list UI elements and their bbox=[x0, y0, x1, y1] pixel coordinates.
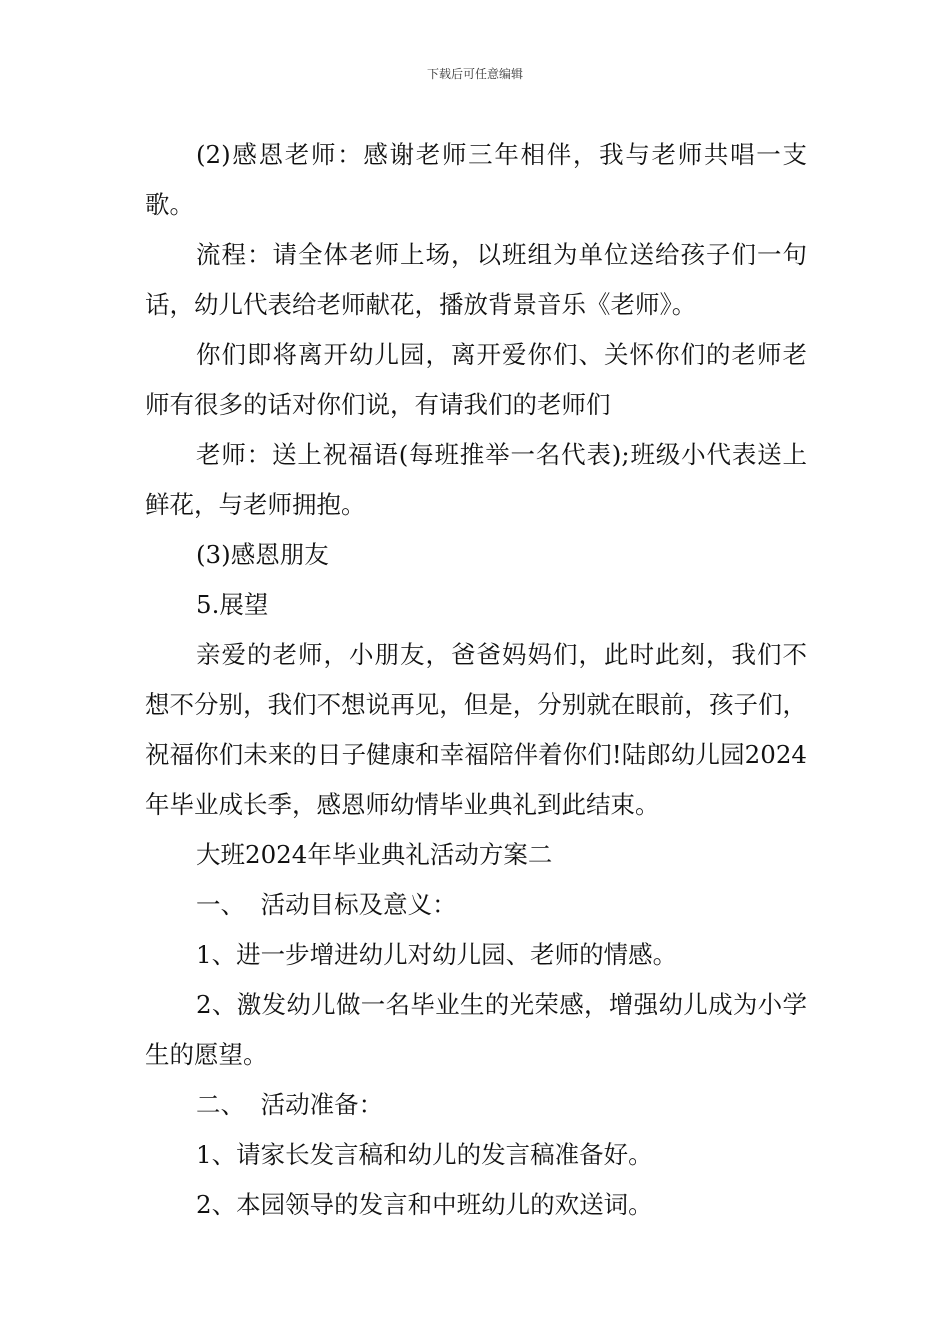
paragraph-section-two-heading: 二、 活动准备： bbox=[196, 1090, 384, 1119]
paragraph-section-one-heading: 一、 活动目标及意义： bbox=[196, 890, 457, 919]
page-header-note: 下载后可任意编辑 bbox=[426, 67, 523, 81]
paragraph-procedure: 流程：请全体老师上场，以班组为单位送给孩子们一句话，幼儿代表给老师献花，播放背景音乐《老师》。 bbox=[145, 240, 807, 319]
paragraph-prep-one: 1、请家长发言稿和幼儿的发言稿准备好。 bbox=[196, 1140, 653, 1169]
paragraph-thank-friends: (3)感恩朋友 bbox=[196, 540, 329, 569]
paragraph-goal-one: 1、进一步增进幼儿对幼儿园、老师的情感。 bbox=[196, 940, 678, 969]
paragraph-plan-two-title: 大班2024年毕业典礼活动方案二 bbox=[196, 840, 553, 869]
paragraph-leaving-kindergarten: 你们即将离开幼儿园，离开爱你们、关怀你们的老师老师有很多的话对你们说，有请我们的老师们 bbox=[145, 340, 807, 419]
paragraph-goal-two: 2、激发幼儿做一名毕业生的光荣感，增强幼儿成为小学生的愿望。 bbox=[145, 990, 807, 1069]
paragraph-closing-speech: 亲爱的老师，小朋友，爸爸妈妈们，此时此刻，我们不想不分别，我们不想说再见，但是，分别就在眼前，孩子们，祝福你们未来的日子健康和幸福陪伴着你们!陆郎幼儿园2024年毕业成长季，感恩师幼情毕业典礼到此结束。 bbox=[145, 640, 807, 819]
paragraph-prep-two: 2、本园领导的发言和中班幼儿的欢送词。 bbox=[196, 1190, 653, 1219]
paragraph-teacher-blessings: 老师：送上祝福语(每班推举一名代表);班级小代表送上鲜花，与老师拥抱。 bbox=[145, 440, 807, 519]
document-body bbox=[145, 130, 807, 1230]
paragraph-outlook-heading: 5.展望 bbox=[196, 590, 269, 619]
paragraph-thank-teachers: (2)感恩老师：感谢老师三年相伴，我与老师共唱一支歌。 bbox=[145, 140, 807, 219]
